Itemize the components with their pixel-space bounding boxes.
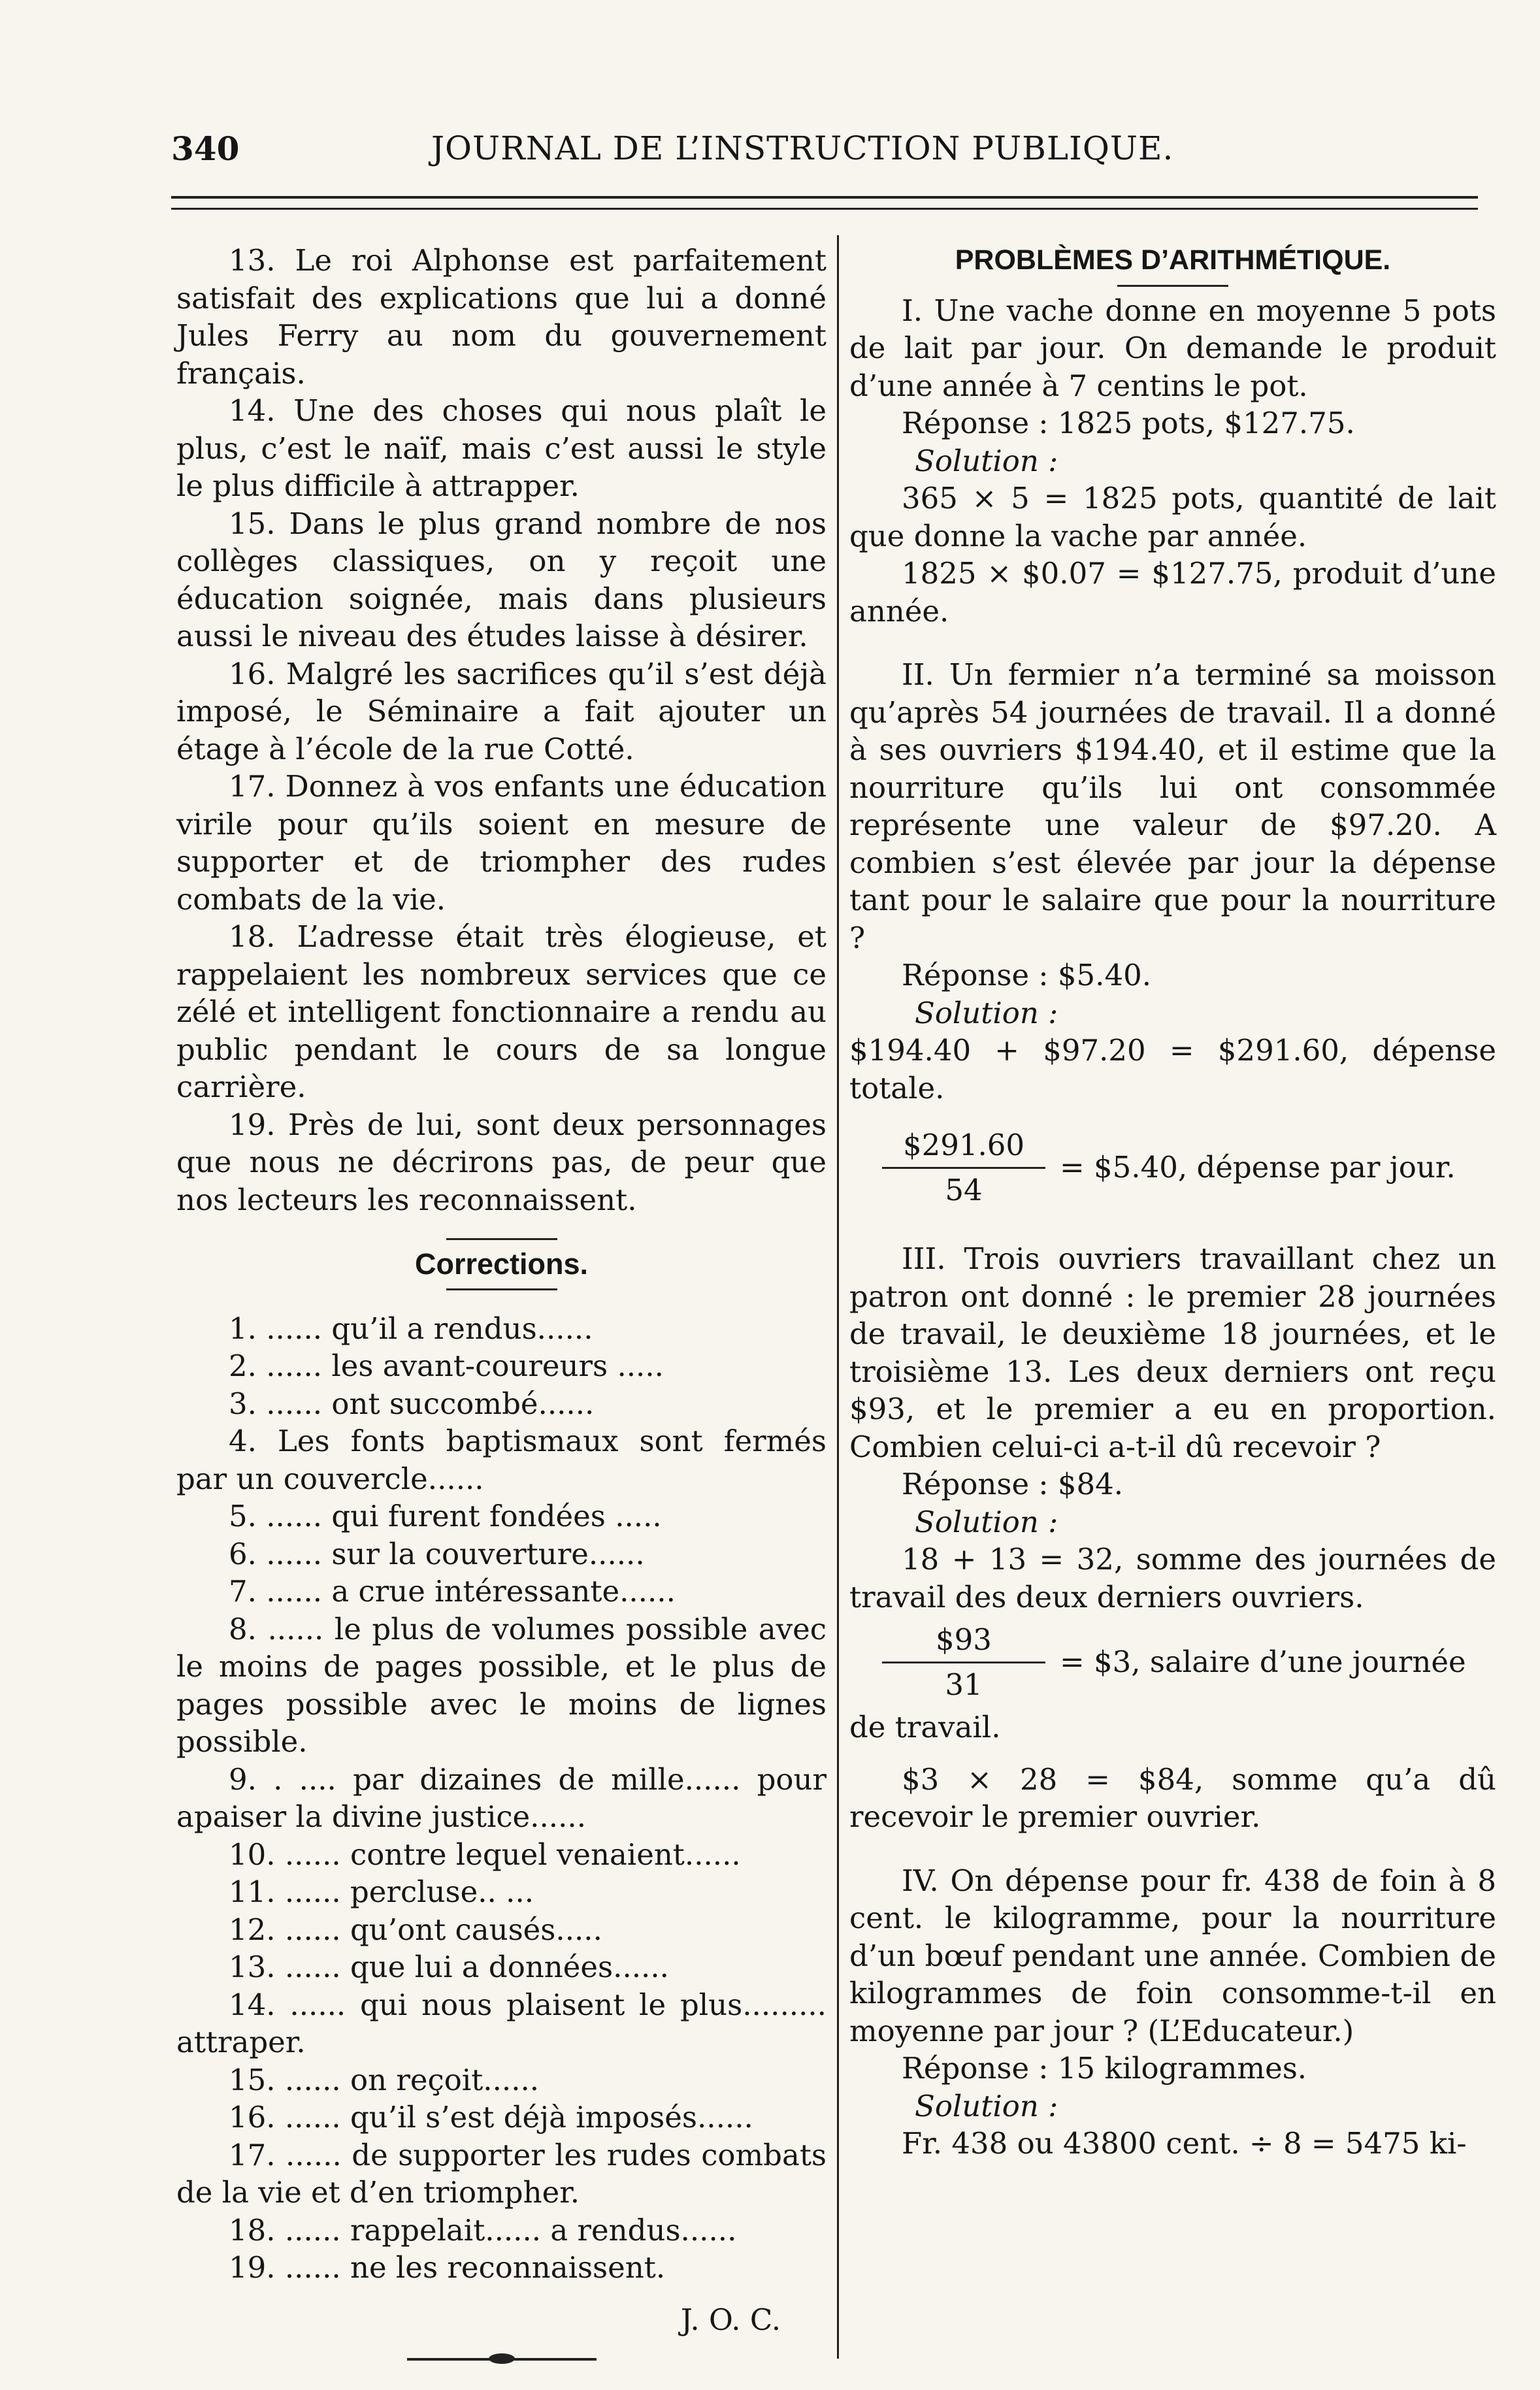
problem-3-calc-2: $3 × 28 = $84, somme qu’a dû recevoir le premier ouvrier.: [849, 1761, 1496, 1834]
correction-13: 13. ...... que lui a données......: [229, 1950, 669, 1984]
section-rule: [446, 1288, 557, 1290]
problem-1-solution-label: Solution :: [915, 443, 1058, 478]
section-rule: [446, 1238, 557, 1240]
correction-12: 12. ...... qu’ont causés.....: [229, 1912, 602, 1947]
problem-3-calc-1: 18 + 13 = 32, somme des journées de travail des deux derniers ouvriers.: [849, 1542, 1496, 1614]
fraction-denominator: 31: [945, 1667, 983, 1702]
problem-1-calc-1: 365 × 5 = 1825 pots, quantité de lait que donne la vache par année.: [849, 481, 1496, 553]
end-ornament: [407, 2358, 597, 2361]
correction-18: 18. ...... rappelait...... a rendus......: [229, 2212, 737, 2248]
problem-4-calc-1: Fr. 438 ou 43800 cent. ÷ 8 = 5475 ki-: [902, 2126, 1467, 2161]
problem-3-statement: III. Trois ouvriers travaillant chez un patron ont donné : le premier 28 journées de travail, le deuxième 18 journées, et le troisième 13. Les deux derniers ont reçu $93, et le premier a eu en proportion. Combien celui-ci a-t-il dû recevoir ?: [849, 1241, 1496, 1464]
sentence-14: 14. Une des choses qui nous plaît le plus, c’est le naïf, mais c’est aussi le style le plus difficile à attrapper.: [176, 393, 827, 503]
correction-10: 10. ...... contre lequel venaient......: [229, 1837, 741, 1872]
correction-15: 15. ...... on reçoit......: [229, 2062, 540, 2097]
sentence-16: 16. Malgré les sacrifices qu’il s’est déjà imposé, le Séminaire a fait ajouter un étage à l’école de la rue Cotté.: [176, 656, 827, 766]
correction-2: 2. ...... les avant-coureurs .....: [229, 1349, 664, 1383]
column-divider: [837, 235, 839, 2359]
correction-11: 11. ...... percluse.. ...: [229, 1874, 534, 1909]
correction-8: 8. ...... le plus de volumes possible avec le moins de pages possible, et le plus de pages possible avec le moins de lignes possible.: [176, 1611, 827, 1759]
correction-16: 16. ...... qu’il s’est déjà imposés......: [229, 2100, 753, 2135]
fraction-result: = $5.40, dépense par jour.: [1060, 1150, 1456, 1185]
signature: J. O. C.: [680, 2302, 781, 2337]
sentence-15: 15. Dans le plus grand nombre de nos collèges classiques, on y reçoit une éducation soignée, mais dans plusieurs aussi le niveau des études laisse à désirer.: [176, 506, 827, 653]
correction-19: 19. ...... ne les reconnaissent.: [229, 2250, 666, 2285]
problem-4-statement: IV. On dépense pour fr. 438 de foin à 8 cent. le kilogramme, pour la nourriture d’un bœuf pendant une année. Combien de kilogrammes de foin consomme-t-il en moyenne par jour ? (L’Educateur.): [849, 1863, 1496, 2048]
correction-14: 14. ...... qui nous plaisent le plus......... attraper.: [176, 1987, 827, 2059]
correction-4: 4. Les fonts baptismaux sont fermés par un couvercle......: [176, 1424, 827, 1496]
problem-3-fraction: [882, 1621, 1496, 1703]
fraction-numerator: $291.60: [902, 1128, 1025, 1162]
header-rule-thin: [171, 208, 1478, 210]
problem-1-calc-2: 1825 × $0.07 = $127.75, produit d’une année.: [849, 556, 1496, 629]
problem-4-solution-label: Solution :: [915, 2088, 1058, 2123]
right-column: [849, 242, 1496, 2163]
problems-title: PROBLÈMES D’ARITHMÉTIQUE.: [955, 244, 1391, 276]
sentence-18: 18. L’adresse était très élogieuse, et rappelaient les nombreux services que ce zélé et intelligent fonctionnaire a rendu au public pendant le cours de sa longue carrière.: [176, 919, 827, 1104]
sentence-13: 13. Le roi Alphonse est parfaitement satisfait des explications que lui a donné Jules Ferry au nom du gouvernement français.: [176, 243, 827, 391]
correction-17: 17. ...... de supporter les rudes combats de la vie et d’en triompher.: [176, 2137, 827, 2210]
problem-4-answer: Réponse : 15 kilogrammes.: [902, 2051, 1307, 2086]
problem-2-fraction: [882, 1126, 1496, 1209]
fraction-numerator: $93: [936, 1622, 992, 1657]
correction-3: 3. ...... ont succombé......: [229, 1386, 595, 1421]
fraction-result: = $3, salaire d’une journée: [1060, 1645, 1466, 1680]
running-title: JOURNAL DE L’INSTRUCTION PUBLIQUE.: [431, 129, 1174, 167]
sentence-17: 17. Donnez à vos enfants une éducation virile pour qu’ils soient en mesure de supporter et de triompher des rudes combats de la vie.: [176, 769, 827, 917]
correction-1: 1. ...... qu’il a rendus......: [229, 1311, 593, 1346]
problem-3-answer: Réponse : $84.: [902, 1467, 1124, 1501]
problem-2-answer: Réponse : $5.40.: [902, 958, 1152, 992]
correction-6: 6. ...... sur la couverture......: [229, 1536, 645, 1571]
correction-9: 9. . .... par dizaines de mille...... pour apaiser la divine justice......: [176, 1761, 827, 1834]
problem-1-statement: I. Une vache donne en moyenne 5 pots de lait par jour. On demande le produit d’une année à 7 centins le pot.: [849, 293, 1496, 403]
correction-7: 7. ...... a crue intéressante......: [229, 1574, 676, 1609]
page-number: 340: [171, 129, 240, 168]
sentence-19: 19. Près de lui, sont deux personnages que nous ne décrirons pas, de peur que nos lecteurs les reconnaissent.: [176, 1107, 827, 1217]
section-rule: [1117, 285, 1228, 287]
problem-2-statement: II. Un fermier n’a terminé sa moisson qu’après 54 journées de travail. Il a donné à ses ouvriers $194.40, et il estime que la nourriture qu’ils lui ont consommée représente une valeur de $97.20. A combien s’est élevée par jour la dépense tant pour le salaire que pour la nourriture ?: [849, 657, 1496, 955]
left-column: [176, 242, 827, 2361]
header-rule: [171, 196, 1478, 199]
fraction-denominator: 54: [945, 1172, 983, 1207]
problem-3-solution-label: Solution :: [915, 1504, 1058, 1539]
problem-1-answer: Réponse : 1825 pots, $127.75.: [902, 406, 1355, 440]
correction-5: 5. ...... qui furent fondées .....: [229, 1499, 662, 1533]
problem-2-solution-label: Solution :: [915, 995, 1058, 1030]
problem-3-fraction-tail: de travail.: [849, 1710, 1001, 1744]
problem-2-calc-1: $194.40 + $97.20 = $291.60, dépense totale.: [849, 1033, 1496, 1105]
corrections-title: Corrections.: [414, 1247, 589, 1281]
